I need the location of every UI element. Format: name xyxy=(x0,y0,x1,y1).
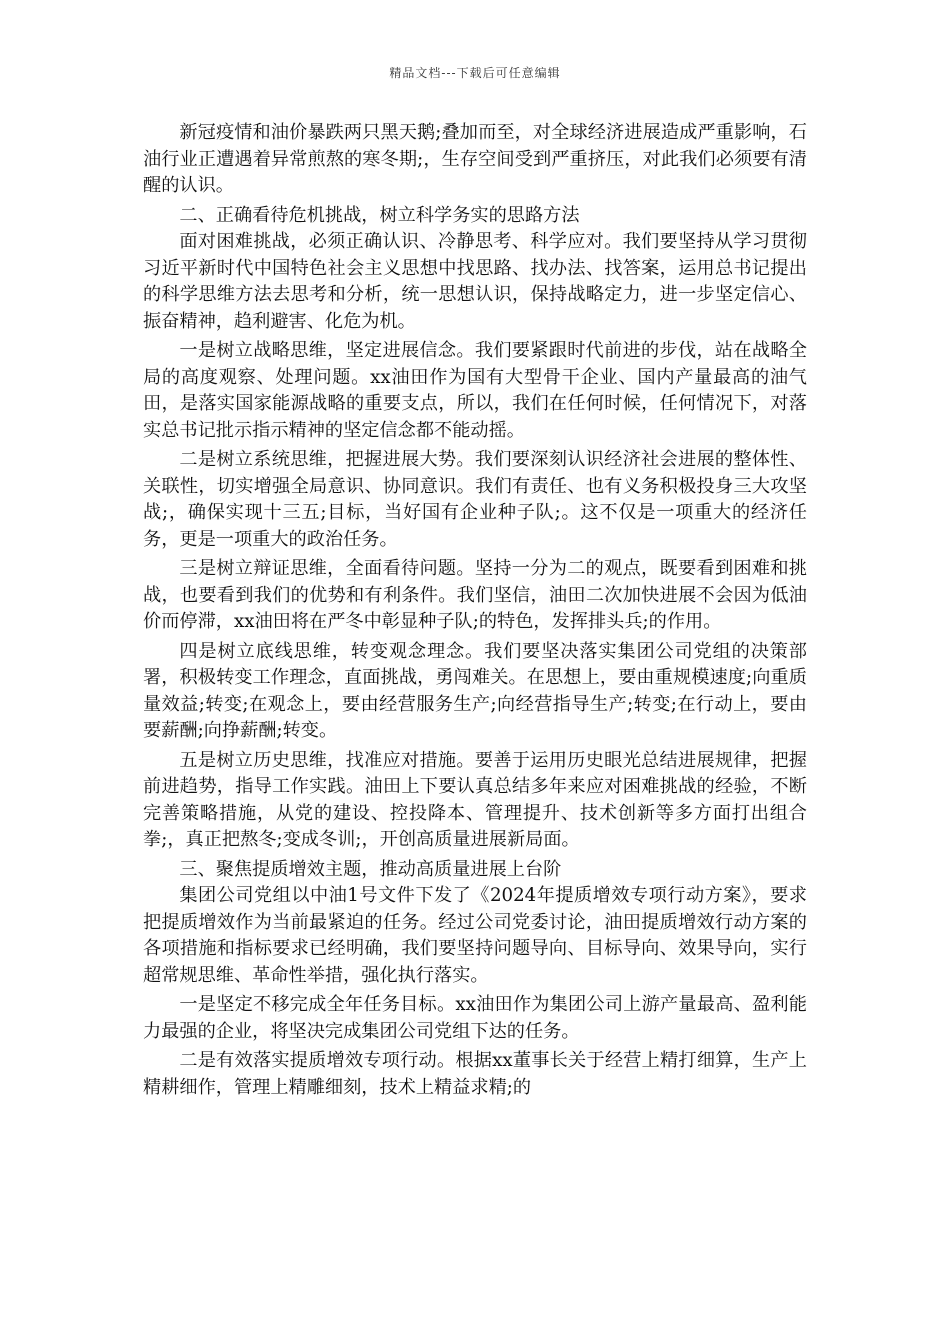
paragraph-bottomline-thinking: 四是树立底线思维，转变观念理念。我们要坚决落实集团公司党组的决策部署，积极转变工作理念，直面挑战，勇闯难关。在思想上，要由重规模速度;向重质量效益;转变;在观念上，要由经营服务生产;向经营指导生产;转变;在行动上，要由要薪酬;向挣薪酬;转变。 xyxy=(143,640,807,741)
page-header: 精品文档---下载后可任意编辑 xyxy=(389,66,561,80)
paragraph-section2-intro: 面对困难挑战，必须正确认识、冷静思考、科学应对。我们要坚持从学习贯彻习近平新时代中国特色社会主义思想中找思路、找办法、找答案，运用总书记提出的科学思维方法去思考和分析，统一思想认识，保持战略定力，进一步坚定信心、振奋精神，趋利避害、化危为机。 xyxy=(143,231,807,332)
section-heading-3: 三、聚焦提质增效主题，推动高质量进展上台阶 xyxy=(179,858,562,880)
paragraph-special-action: 二是有效落实提质增效专项行动。根据xx董事长关于经营上精打细算，生产上精耕细作，管理上精雕细刻，技术上精益求精;的 xyxy=(143,1050,807,1098)
paragraph-historical-thinking: 五是树立历史思维，找准应对措施。要善于运用历史眼光总结进展规律，把握前进趋势，指导工作实践。油田上下要认真总结多年来应对困难挑战的经验，不断完善策略措施，从党的建设、控投降本、管理提升、技术创新等多方面打出组合拳;，真正把熬冬;变成冬训;，开创高质量进展新局面。 xyxy=(143,749,807,850)
paragraph-section3-intro: 集团公司党组以中油1号文件下发了《2024年提质增效专项行动方案》，要求把提质增效作为当前最紧迫的任务。经过公司党委讨论，油田提质增效行动方案的各项措施和指标要求已经明确，我们要坚持问题导向、目标导向、效果导向，实行超常规思维、革命性举措，强化执行落实。 xyxy=(143,885,807,986)
paragraph-strategic-thinking: 一是树立战略思维，坚定进展信念。我们要紧跟时代前进的步伐，站在战略全局的高度观察、处理问题。xx油田作为国有大型骨干企业、国内产量最高的油气田，是落实国家能源战略的重要支点，所以，我们在任何时候，任何情况下，对落实总书记批示指示精神的坚定信念都不能动摇。 xyxy=(143,340,807,441)
paragraph-system-thinking: 二是树立系统思维，把握进展大势。我们要深刻认识经济社会进展的整体性、关联性，切实增强全局意识、协同意识。我们有责任、也有义务积极投身三大攻坚战;，确保实现十三五;目标，当好国有企业种子队;。这不仅是一项重大的经济任务，更是一项重大的政治任务。 xyxy=(143,449,807,550)
paragraph-dialectic-thinking: 三是树立辩证思维，全面看待问题。坚持一分为二的观点，既要看到困难和挑战，也要看到我们的优势和有利条件。我们坚信，油田二次加快进展不会因为低油价而停滞，xx油田将在严冬中彰显种子队;的特色，发挥排头兵;的作用。 xyxy=(143,558,807,632)
section-heading-2: 二、正确看待危机挑战，树立科学务实的思路方法 xyxy=(179,204,580,226)
paragraph-annual-target: 一是坚定不移完成全年任务目标。xx油田作为集团公司上游产量最高、盈利能力最强的企业，将坚决完成集团公司党组下达的任务。 xyxy=(143,994,807,1042)
document-body xyxy=(143,120,807,1101)
paragraph-intro: 新冠疫情和油价暴跌两只黑天鹅;叠加而至，对全球经济进展造成严重影响，石油行业正遭遇着异常煎熬的寒冬期;，生存空间受到严重挤压，对此我们必须要有清醒的认识。 xyxy=(143,122,807,196)
